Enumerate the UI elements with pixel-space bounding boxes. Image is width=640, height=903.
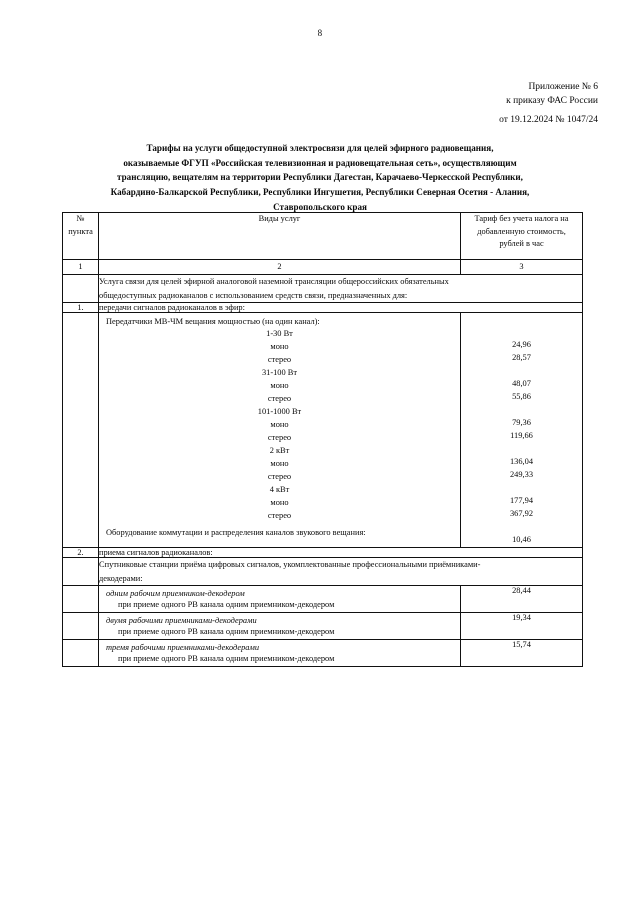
satellite-item-head: одним рабочим приемником-декодером <box>106 589 245 599</box>
power-mode-label: моно <box>270 498 289 508</box>
intro-line-1: Услуга связи для целей эфирной аналоговой наземной трансляции общероссийских обязательных <box>99 277 449 286</box>
header-tariff-line-3: рублей в час <box>499 239 544 249</box>
section-2-label: приема сигналов радиоканалов: <box>99 548 583 558</box>
switching-equipment-label: Оборудование коммутации и распределения каналов звукового вещания: <box>106 528 366 538</box>
approval-line-date-number: от 19.12.2024 № 1047/24 <box>499 114 598 125</box>
satellite-item-description-cell <box>99 613 461 640</box>
satellite-description-line-1: Спутниковые станции приёма цифровых сигналов, укомплектованные профессиональными приёмниками- <box>99 560 481 570</box>
transmitters-price-cell <box>461 313 583 548</box>
header-item-number-line-1: № <box>76 214 85 223</box>
title-line-5: Ставропольского края <box>273 201 367 212</box>
table-header-row <box>63 213 583 260</box>
table-row-transmitters <box>63 313 583 548</box>
approval-line-appendix: Приложение № 6 <box>528 82 598 92</box>
header-service-types-label: Виды услуг <box>258 214 301 223</box>
price-spacer <box>461 326 582 339</box>
power-mode-label: стерео <box>267 394 292 404</box>
price-spacer <box>461 404 582 417</box>
table-row-section-2-heading <box>63 548 583 558</box>
table-column-number-row <box>63 260 583 275</box>
table-row-intro <box>63 275 583 303</box>
satellite-item-sub: при приеме одного РВ канала одним приемником-декодером <box>118 627 335 637</box>
column-number-3: 3 <box>461 260 583 275</box>
satellite-item-sub: при приеме одного РВ канала одним приемником-декодером <box>118 654 335 664</box>
satellite-item-number-cell <box>63 640 99 667</box>
power-group <box>99 406 460 445</box>
title-line-3: трансляцию, вещателям на территории Республики Дагестан, Карачаево-Черкесской Республики, <box>117 172 523 183</box>
header-tariff-line-1: Тариф без учета налога на <box>474 214 569 223</box>
power-group <box>99 328 460 367</box>
transmitters-description-cell <box>99 313 461 548</box>
satellite-item-price: 28,44 <box>461 586 583 613</box>
page-number: 8 <box>317 28 323 38</box>
title-line-4: Кабардино-Балкарской Республики, Республики Ингушетия, Республики Северная Осетия - Алания, <box>110 187 530 198</box>
header-tariff-line-2: добавленную стоимость, <box>477 226 566 236</box>
power-group-list <box>99 328 460 523</box>
title-line-2: оказываемые ФГУП «Российская телевизионная и радиовещательная сеть», осуществляющим <box>123 157 517 168</box>
intro-line-2: общедоступных радиоканалов с использованием средств связи, предназначенных для: <box>99 290 408 300</box>
price-spacer <box>461 482 582 495</box>
price-value: 119,66 <box>510 431 533 441</box>
power-mode-label: моно <box>270 342 289 352</box>
power-group <box>99 445 460 484</box>
table-row-satellite-item <box>63 613 583 640</box>
power-range-label: 31-100 Вт <box>261 368 298 378</box>
power-group <box>99 484 460 523</box>
page-title <box>60 141 580 215</box>
price-spacer <box>461 365 582 378</box>
price-value: 24,96 <box>512 340 531 350</box>
satellite-description-number-cell <box>63 558 99 586</box>
power-range-label: 101-1000 Вт <box>257 407 302 417</box>
power-group <box>99 367 460 406</box>
power-range-label: 1-30 Вт <box>266 329 293 339</box>
satellite-item-head: двумя рабочими приемниками-декодерами <box>106 616 257 626</box>
power-mode-label: моно <box>270 459 289 469</box>
price-value: 367,92 <box>509 509 534 519</box>
satellite-item-description-cell <box>99 586 461 613</box>
column-number-2: 2 <box>99 260 461 275</box>
power-mode-label: моно <box>270 420 289 430</box>
price-value: 249,33 <box>509 470 534 480</box>
power-range-label: 2 кВт <box>269 446 290 456</box>
power-mode-label: моно <box>270 381 289 391</box>
price-value: 48,07 <box>512 379 531 389</box>
price-value: 79,36 <box>512 418 531 428</box>
price-spacer <box>461 521 582 534</box>
section-1-label: передачи сигналов радиоканалов в эфир: <box>99 303 583 313</box>
section-2-number: 2. <box>63 548 99 558</box>
price-value: 55,86 <box>512 392 531 402</box>
column-number-1: 1 <box>63 260 99 275</box>
price-value: 177,94 <box>509 496 534 506</box>
satellite-item-number-cell <box>63 613 99 640</box>
approval-line-order: к приказу ФАС России <box>506 96 598 107</box>
table-row-satellite-item <box>63 640 583 667</box>
satellite-item-head: тремя рабочими приемниками-декодерами <box>106 643 260 653</box>
satellite-item-sub: при приеме одного РВ канала одним приемником-декодером <box>118 600 335 610</box>
transmitters-price-list <box>461 313 582 547</box>
transmitters-number-cell <box>63 313 99 548</box>
intro-number-cell <box>63 275 99 303</box>
satellite-item-price: 15,74 <box>461 640 583 667</box>
transmitters-intro-text: Передатчики МВ-ЧМ вещания мощностью (на один канал): <box>106 317 320 327</box>
price-spacer <box>461 443 582 456</box>
table-row-satellite-item <box>63 586 583 613</box>
power-mode-label: стерео <box>267 433 292 443</box>
header-cell-tariff <box>461 213 583 260</box>
title-line-1: Тарифы на услуги общедоступной электросвязи для целей эфирного радиовещания, <box>146 143 494 153</box>
table-row-satellite-description <box>63 558 583 586</box>
approval-reference-block <box>499 80 598 127</box>
header-cell-item-number <box>63 213 99 260</box>
switching-equipment-price: 10,46 <box>512 535 531 545</box>
header-cell-service-types <box>99 213 461 260</box>
price-value: 136,04 <box>509 457 534 467</box>
table-row-section-1-heading <box>63 303 583 313</box>
satellite-item-price: 19,34 <box>461 613 583 640</box>
satellite-item-description-cell <box>99 640 461 667</box>
section-1-number: 1. <box>63 303 99 313</box>
power-mode-label: стерео <box>267 472 292 482</box>
satellite-item-number-cell <box>63 586 99 613</box>
power-mode-label: стерео <box>267 511 292 521</box>
power-range-label: 4 кВт <box>269 485 290 495</box>
satellite-description-cell <box>99 558 583 586</box>
tariff-table <box>62 212 583 667</box>
price-value: 28,57 <box>512 353 531 363</box>
satellite-description-line-2: декодерами: <box>99 573 143 583</box>
price-spacer <box>461 313 582 326</box>
power-mode-label: стерео <box>267 355 292 365</box>
intro-text-cell <box>99 275 583 303</box>
header-item-number-line-2: пункта <box>68 226 93 236</box>
